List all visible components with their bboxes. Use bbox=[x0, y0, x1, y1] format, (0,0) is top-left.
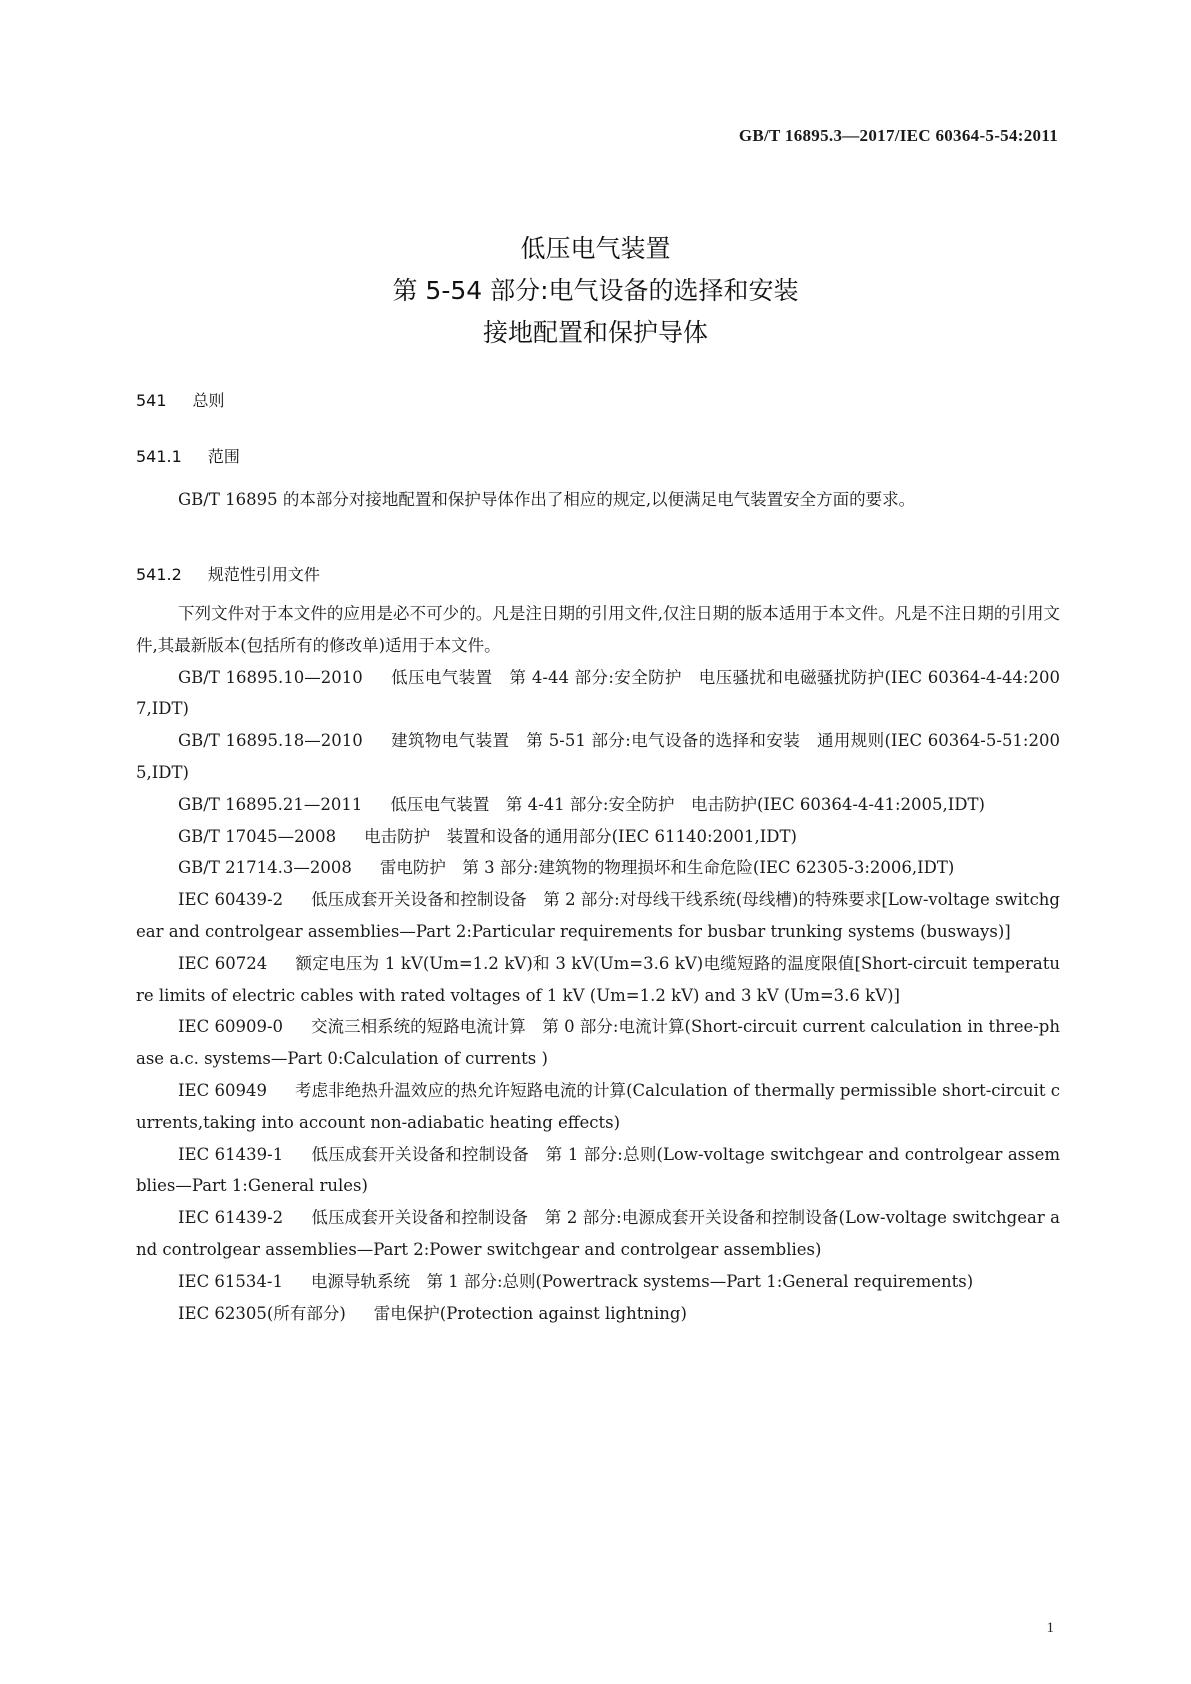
reference-title: 考虑非绝热升温效应的热允许短路电流的计算(Calculation of thermally permissible short-circuit currents,taking into account non-adiabatic heating effects) bbox=[136, 1080, 1060, 1132]
reference-code: IEC 60724 bbox=[178, 953, 268, 973]
reference-item bbox=[136, 662, 1060, 726]
reference-code: GB/T 16895.21—2011 bbox=[178, 794, 363, 814]
reference-code: IEC 60909-0 bbox=[178, 1017, 284, 1037]
reference-title: 雷电防护 第 3 部分:建筑物的物理损坏和生命危险(IEC 62305-3:2006,IDT) bbox=[379, 858, 955, 878]
references-intro: 下列文件对于本文件的应用是必不可少的。凡是注日期的引用文件,仅注日期的版本适用于本文件。凡是不注日期的引用文件,其最新版本(包括所有的修改单)适用于本文件。 bbox=[136, 604, 1060, 655]
reference-item bbox=[136, 1298, 1060, 1330]
reference-item bbox=[136, 1266, 1060, 1298]
scope-paragraph-block bbox=[136, 484, 1060, 516]
title-line-3: 接地配置和保护导体 bbox=[482, 318, 708, 347]
section-heading-541-2 bbox=[136, 562, 320, 585]
reference-list bbox=[136, 662, 1060, 1330]
reference-item bbox=[136, 1202, 1060, 1266]
section-number: 541.2 bbox=[136, 565, 182, 584]
reference-code: IEC 60949 bbox=[178, 1080, 267, 1100]
reference-title: 电源导轨系统 第 1 部分:总则(Powertrack systems—Part 1:General requirements) bbox=[311, 1271, 974, 1291]
reference-code: IEC 61439-2 bbox=[178, 1208, 284, 1228]
reference-code: GB/T 17045—2008 bbox=[178, 826, 337, 846]
standard-id-header: GB/T 16895.3—2017/IEC 60364-5-54:2011 bbox=[738, 126, 1058, 145]
reference-item bbox=[136, 789, 1060, 821]
reference-item bbox=[136, 725, 1060, 789]
reference-code: GB/T 21714.3—2008 bbox=[178, 858, 352, 878]
reference-title: 低压成套开关设备和控制设备 第 1 部分:总则(Low-voltage switchgear and controlgear assemblies—Part 1:General rules) bbox=[136, 1144, 1061, 1196]
reference-title: 低压电气装置 第 4-44 部分:安全防护 电压骚扰和电磁骚扰防护(IEC 60364-4-44:2007,IDT) bbox=[136, 667, 1060, 719]
reference-title: 低压成套开关设备和控制设备 第 2 部分:电源成套开关设备和控制设备(Low-voltage switchgear and controlgear assemblies—Part 2:Power switchgear and controlgear assemblies) bbox=[136, 1208, 1060, 1259]
reference-code: GB/T 16895.10—2010 bbox=[178, 667, 363, 687]
reference-code: GB/T 16895.18—2010 bbox=[178, 731, 363, 751]
section-title: 范围 bbox=[207, 447, 240, 466]
document-title bbox=[0, 228, 1191, 354]
reference-item bbox=[136, 1075, 1060, 1139]
reference-title: 低压成套开关设备和控制设备 第 2 部分:对母线干线系统(母线槽)的特殊要求[Low-voltage switchgear and controlgear assemblies—Part 2:Particular requirements for busbar trunking systems (busways)] bbox=[136, 890, 1060, 941]
section-title: 规范性引用文件 bbox=[207, 565, 320, 584]
reference-code: IEC 61534-1 bbox=[178, 1271, 283, 1291]
reference-title: 交流三相系统的短路电流计算 第 0 部分:电流计算(Short-circuit current calculation in three-phase a.c. systems—Part 0:Calculation of currents ) bbox=[136, 1017, 1060, 1069]
reference-item bbox=[136, 821, 1060, 853]
reference-code: IEC 62305(所有部分) bbox=[178, 1303, 346, 1323]
reference-item bbox=[136, 884, 1060, 948]
reference-item bbox=[136, 852, 1060, 884]
reference-code: IEC 60439-2 bbox=[178, 890, 284, 910]
section-heading-541 bbox=[136, 388, 225, 411]
section-number: 541.1 bbox=[136, 447, 182, 466]
title-line-1: 低压电气装置 bbox=[520, 234, 671, 263]
section-title: 总则 bbox=[192, 391, 225, 410]
reference-item bbox=[136, 948, 1060, 1012]
reference-title: 雷电保护(Protection against lightning) bbox=[373, 1303, 687, 1323]
title-line-2: 第 5-54 部分:电气设备的选择和安装 bbox=[392, 276, 799, 305]
reference-item bbox=[136, 1139, 1060, 1203]
reference-item bbox=[136, 1011, 1060, 1075]
reference-title: 低压电气装置 第 4-41 部分:安全防护 电击防护(IEC 60364-4-41:2005,IDT) bbox=[390, 794, 985, 814]
normative-references-block bbox=[136, 598, 1060, 1329]
reference-title: 额定电压为 1 kV(Um=1.2 kV)和 3 kV(Um=3.6 kV)电缆短路的温度限值[Short-circuit temperature limits of electric cables with rated voltages of 1 kV (Um=1.2 kV) and 3 kV (Um=3.6 kV)] bbox=[136, 953, 1060, 1005]
page-number: 1 bbox=[1046, 1620, 1054, 1636]
section-heading-541-1 bbox=[136, 444, 240, 467]
scope-paragraph: GB/T 16895 的本部分对接地配置和保护导体作出了相应的规定,以便满足电气装置安全方面的要求。 bbox=[178, 490, 916, 509]
section-number: 541 bbox=[136, 391, 167, 410]
reference-title: 建筑物电气装置 第 5-51 部分:电气设备的选择和安装 通用规则(IEC 60364-5-51:2005,IDT) bbox=[136, 731, 1060, 782]
reference-title: 电击防护 装置和设备的通用部分(IEC 61140:2001,IDT) bbox=[364, 826, 797, 846]
reference-code: IEC 61439-1 bbox=[178, 1144, 284, 1164]
